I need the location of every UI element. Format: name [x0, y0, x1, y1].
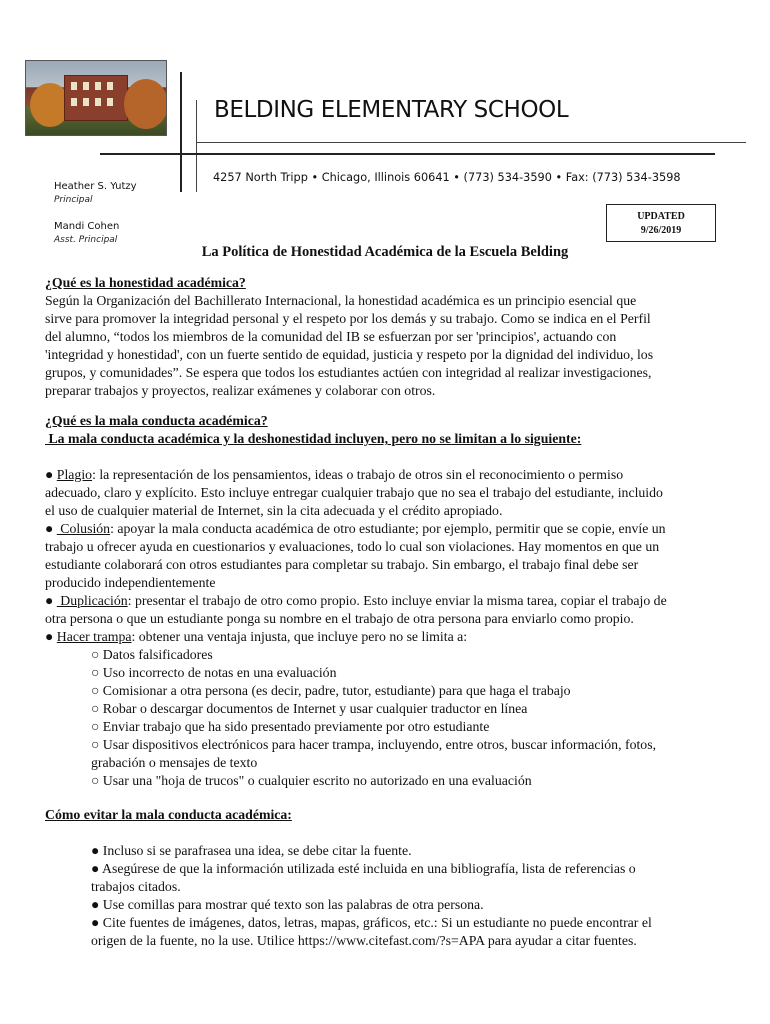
- body-line: preparar trabajos y proyectos, realizar exámenes y colaborar con otros.: [45, 383, 436, 398]
- asst-principal-role: Asst. Principal: [54, 235, 118, 245]
- body-line: : obtener una ventaja injusta, que incluye pero no se limita a:: [131, 629, 468, 644]
- body-line: producido independientemente: [45, 575, 216, 590]
- term-hacer-trampa: Hacer trampa: [56, 629, 132, 644]
- sub-list-item: ○ Enviar trabajo que ha sido presentado previamente por otro estudiante: [91, 719, 490, 734]
- term-duplicacion: Duplicación: [56, 593, 128, 608]
- section-heading-misconduct: ¿Qué es la mala conducta académica?: [45, 413, 268, 428]
- sub-list-item: ○ Robar o descargar documentos de Internet y usar cualquier traductor en línea: [91, 701, 528, 716]
- sub-list-item: grabación o mensajes de texto: [91, 755, 258, 770]
- bullet: ●: [45, 467, 57, 482]
- tree-right: [124, 79, 167, 129]
- bullet: ●: [45, 593, 57, 608]
- list-item-plagio: [45, 466, 725, 484]
- body-line: otra persona o que un estudiante ponga su nombre en el trabajo de otra persona para enviarlo como propio.: [45, 611, 634, 626]
- body-line: : apoyar la mala conducta académica de otro estudiante; por ejemplo, permitir que se copie, envíe un: [110, 521, 666, 536]
- document-body: [45, 274, 725, 950]
- sub-list-item: ○ Usar una "hoja de trucos" o cualquier escrito no autorizado en una evaluación: [91, 773, 532, 788]
- bullet: ●: [45, 521, 57, 536]
- letterhead-vertical-rule: [180, 72, 182, 192]
- school-photo: [25, 60, 167, 136]
- body-line: estudiante colaborará con otros estudiantes para completar su trabajo. Sin embargo, el trabajo final debe ser: [45, 557, 639, 572]
- sub-list-item: ○ Uso incorrecto de notas en una evaluación: [91, 665, 337, 680]
- body-line: del alumno, “todos los miembros de la comunidad del IB se esfuerzan por ser 'principios', actuando con: [45, 329, 617, 344]
- list-item-colusion: [45, 520, 725, 538]
- letterhead-vertical-rule-inner: [196, 100, 197, 192]
- body-line: grupos, y comunidades”. Se espera que todos los estudiantes actúen con integridad al realizar investigaciones,: [45, 365, 652, 380]
- school-building: [64, 75, 128, 121]
- body-line: el uso de cualquier material de Internet, sin la cita adecuada y el crédito apropiado.: [45, 503, 503, 518]
- letterhead-horizontal-rule: [100, 153, 715, 155]
- principal-role: Principal: [54, 195, 93, 205]
- body-line: : la representación de los pensamientos, ideas o trabajo de otros sin el reconocimiento o permiso: [92, 467, 624, 482]
- body-line: Según la Organización del Bachillerato Internacional, la honestidad académica es un principio esencial que: [45, 293, 637, 308]
- tip-line: origen de la fuente, no la use. Utilice https://www.citefast.com/?s=APA para ayudar a citar fuentes.: [91, 933, 637, 948]
- section-heading-avoid: Cómo evitar la mala conducta académica:: [45, 807, 292, 822]
- tip-line: trabajos citados.: [91, 879, 181, 894]
- list-item-duplicacion: [45, 592, 725, 610]
- updated-label: UPDATED: [637, 211, 685, 222]
- body-line: : presentar el trabajo de otro como propio. Esto incluye enviar la misma tarea, copiar el trabajo de: [127, 593, 667, 608]
- bullet: ●: [45, 629, 57, 644]
- section-subheading-misconduct: La mala conducta académica y la deshonestidad incluyen, pero no se limitan a lo siguiente:: [45, 431, 582, 446]
- school-name: BELDING ELEMENTARY SCHOOL: [214, 97, 569, 123]
- asst-principal-name: Mandi Cohen: [54, 221, 120, 232]
- tip-line: ● Incluso si se parafrasea una idea, se debe citar la fuente.: [91, 843, 412, 858]
- sub-list-item: ○ Comisionar a otra persona (es decir, padre, tutor, estudiante) para que haga el trabajo: [91, 683, 571, 698]
- sub-list-item: ○ Usar dispositivos electrónicos para hacer trampa, incluyendo, entre otros, buscar información, fotos,: [91, 737, 657, 752]
- updated-date: 9/26/2019: [640, 225, 682, 236]
- term-colusion: Colusión: [56, 521, 111, 536]
- updated-box: [606, 204, 716, 242]
- tip-line: ● Use comillas para mostrar qué texto son las palabras de otra persona.: [91, 897, 484, 912]
- list-item-trampa: [45, 628, 725, 646]
- principal-name: Heather S. Yutzy: [54, 181, 137, 192]
- tip-line: ● Asegúrese de que la información utilizada esté incluida en una bibliografía, lista de referencias o: [91, 861, 636, 876]
- letterhead-horizontal-rule-upper: [196, 142, 746, 143]
- body-line: 'integridad y honestidad', con un fuerte sentido de equidad, justicia y respeto por la dignidad del individuo, los: [45, 347, 654, 362]
- tip-line: ● Cite fuentes de imágenes, datos, letras, mapas, gráficos, etc.: Si un estudiante no puede encontrar el: [91, 915, 652, 930]
- document-title: La Política de Honestidad Académica de la Escuela Belding: [201, 244, 569, 260]
- body-line: adecuado, claro y explícito. Esto incluye entregar cualquier trabajo que no sea el trabajo del estudiante, incluido: [45, 485, 663, 500]
- body-line: sirve para promover la integridad personal y el respeto por los demás y su trabajo. Como se indica en el Perfil: [45, 311, 651, 326]
- body-line: trabajo u ofrecer ayuda en cuestionarios y evaluaciones, todo lo cual son violaciones. Hay momentos en que un: [45, 539, 660, 554]
- term-plagio: Plagio: [56, 467, 93, 482]
- section-heading-honesty: ¿Qué es la honestidad académica?: [45, 275, 246, 290]
- sub-list-item: ○ Datos falsificadores: [91, 647, 213, 662]
- school-address: 4257 North Tripp • Chicago, Illinois 60641 • (773) 534-3590 • Fax: (773) 534-3598: [213, 171, 681, 184]
